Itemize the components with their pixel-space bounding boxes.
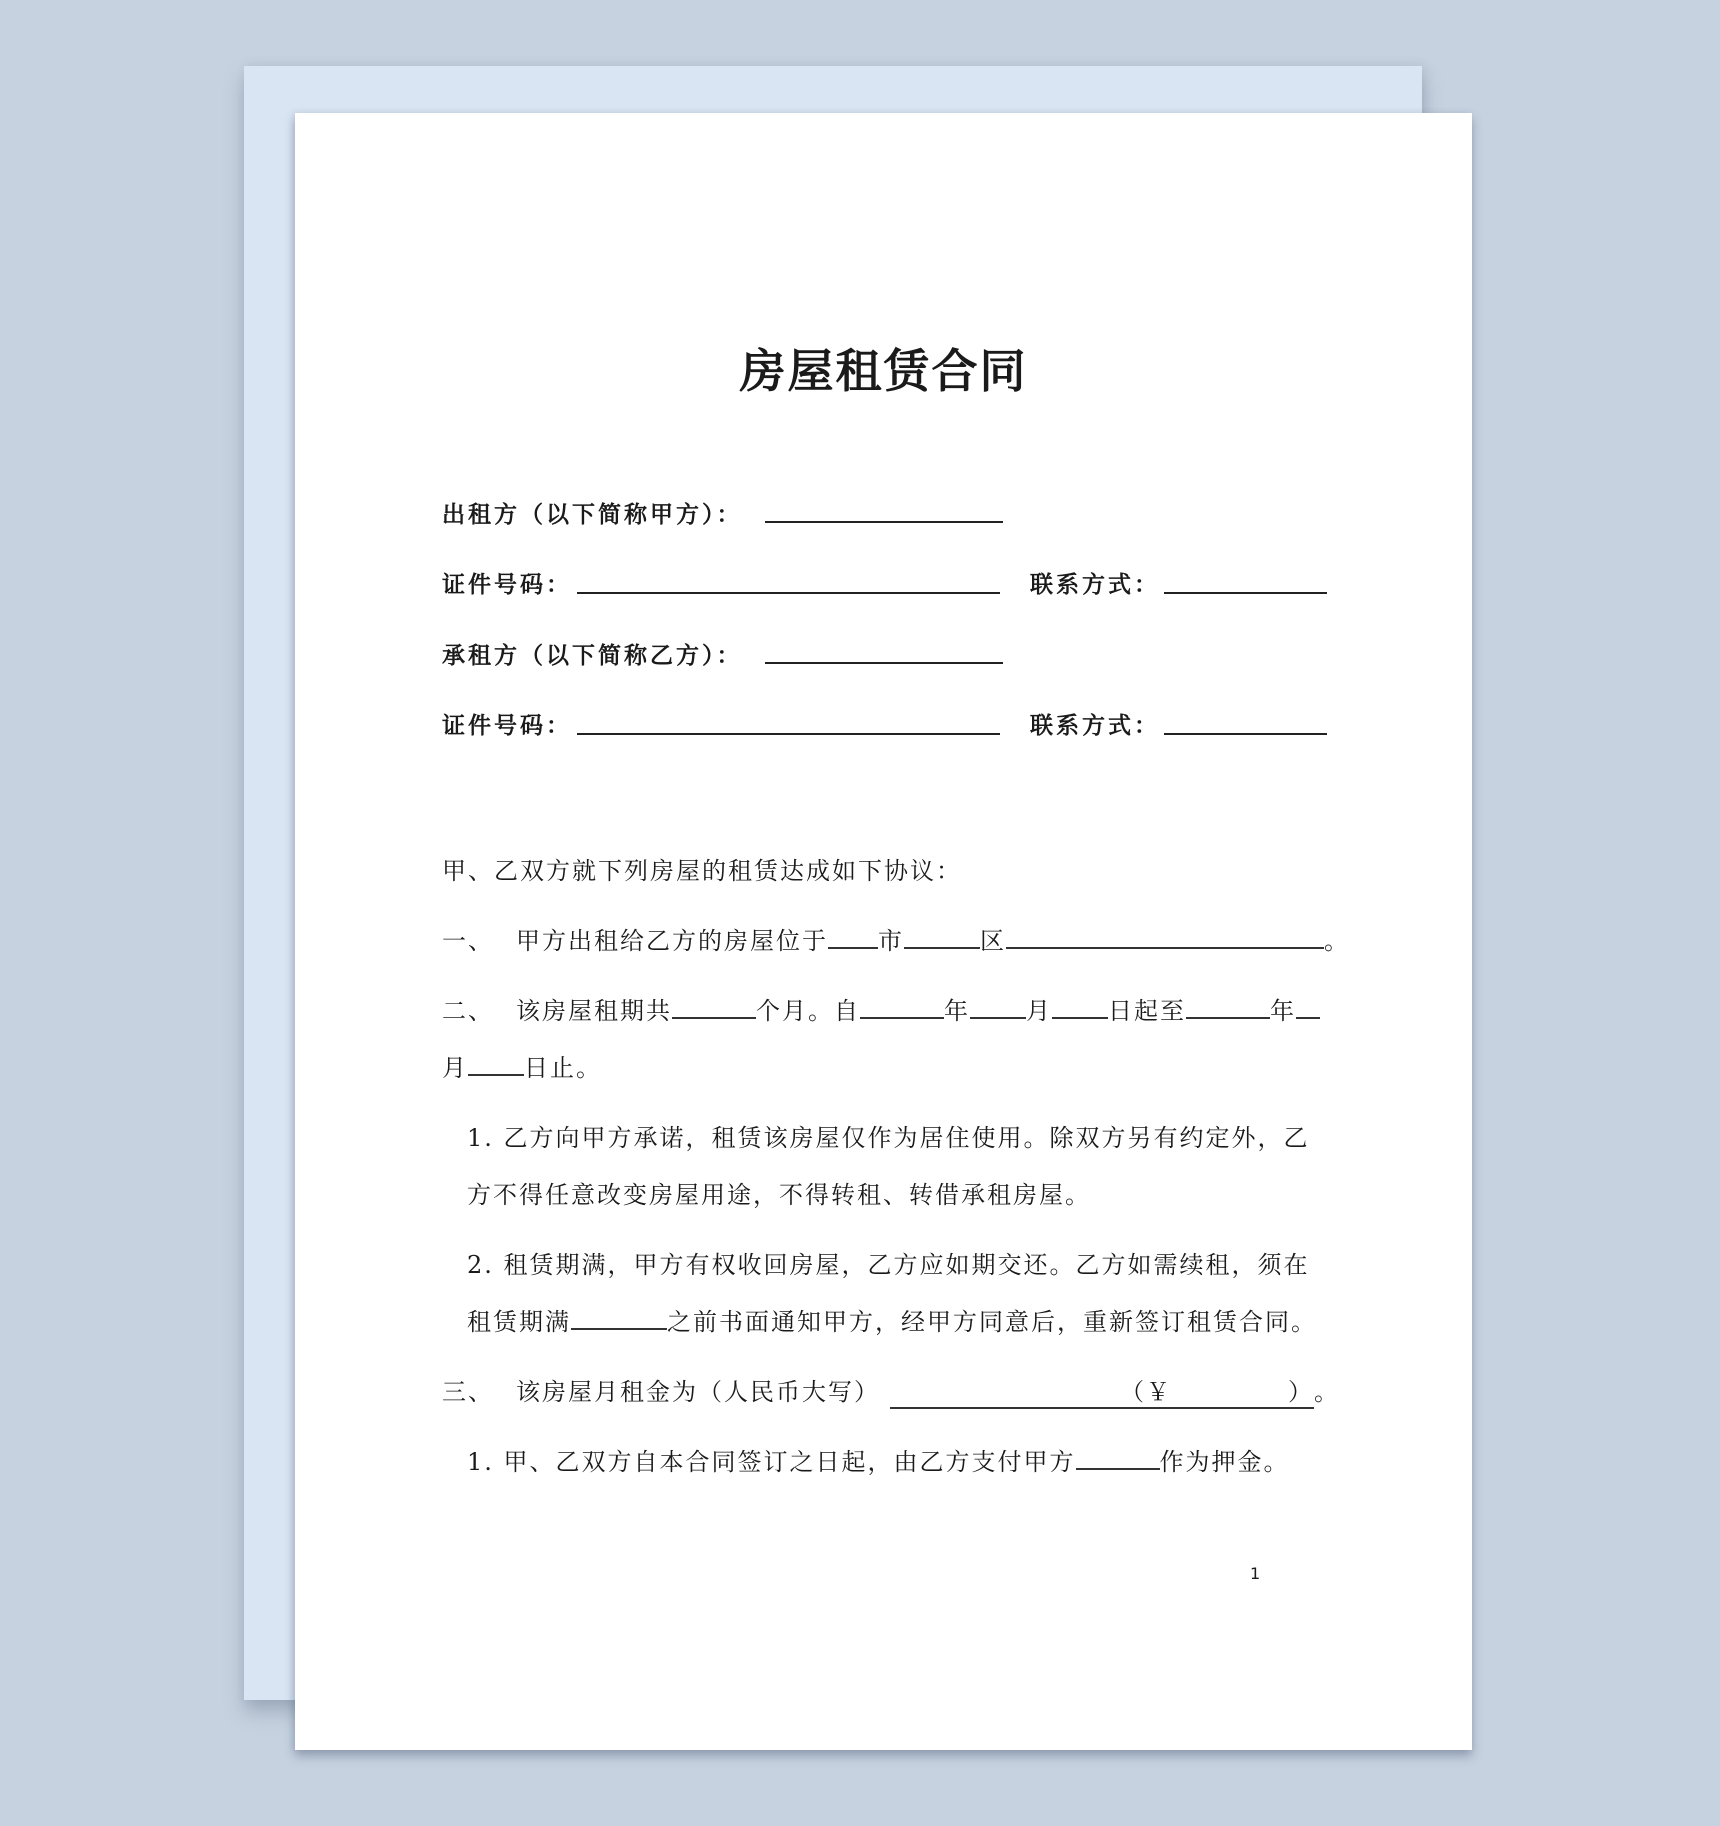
end-month-blank-start[interactable]	[1296, 995, 1320, 1019]
clause-1-prefix: 一、	[442, 927, 494, 955]
renewal-text-a: 租赁期满	[467, 1308, 571, 1336]
lessee-id-label: 证件号码：	[442, 713, 572, 739]
deposit-text-b: 作为押金。	[1159, 1448, 1290, 1476]
renewal-text-b: 之前书面通知甲方，经甲方同意后，重新签订租赁合同。	[667, 1308, 1317, 1336]
start-month-blank[interactable]	[970, 995, 1026, 1019]
clause-2-sub-2-line-2	[467, 1302, 1317, 1337]
day-until-label: 日起至	[1108, 997, 1186, 1025]
district-label: 区	[980, 927, 1006, 955]
deposit-blank[interactable]	[1076, 1446, 1160, 1470]
clause-1	[442, 921, 1350, 956]
clause-3-end: 。	[1314, 1378, 1340, 1406]
clause-3-sub-1	[467, 1442, 1290, 1477]
clause-3-prefix: 三、	[442, 1378, 494, 1406]
clause-1-end: 。	[1324, 927, 1350, 955]
document-title: 房屋租赁合同	[739, 344, 1028, 398]
lessor-label: 出租方（以下简称甲方）：	[442, 502, 743, 528]
lessor-id-label: 证件号码：	[442, 572, 572, 598]
lessor-name-field[interactable]	[765, 521, 1003, 523]
lessee-id-field[interactable]	[577, 733, 1000, 735]
address-blank[interactable]	[1006, 925, 1324, 949]
end-year-label: 年	[1270, 997, 1296, 1025]
yen-close: ）	[1288, 1378, 1314, 1406]
end-month-label: 月	[442, 1054, 468, 1082]
clause-2-sub-2-line-1: 2. 租赁期满，甲方有权收回房屋，乙方应如期交还。乙方如需续租，须在	[467, 1251, 1310, 1279]
clause-3-text: 该房屋月租金为（人民币大写）	[516, 1378, 880, 1406]
page-number: 1	[1250, 1564, 1261, 1583]
lessee-contact-label: 联系方式：	[1030, 713, 1160, 739]
clause-1-text: 甲方出租给乙方的房屋位于	[516, 927, 828, 955]
end-year-blank[interactable]	[1186, 995, 1270, 1019]
year-label: 年	[944, 997, 970, 1025]
clause-2-sub-1-line-2: 方不得任意改变房屋用途，不得转租、转借承租房屋。	[467, 1181, 1091, 1209]
clause-2	[442, 991, 1320, 1026]
end-day-blank[interactable]	[468, 1052, 524, 1076]
deposit-text-a: 1. 甲、乙双方自本合同签订之日起，由乙方支付甲方	[467, 1448, 1076, 1476]
lessor-id-field[interactable]	[577, 592, 1000, 594]
clause-2-line-2	[442, 1048, 602, 1083]
clause-2-text: 该房屋租期共	[516, 997, 672, 1025]
city-label: 市	[878, 927, 904, 955]
month-label: 月	[1026, 997, 1052, 1025]
start-year-blank[interactable]	[860, 995, 944, 1019]
clause-2-sub-1-line-1: 1. 乙方向甲方承诺，租赁该房屋仅作为居住使用。除双方另有约定外，乙	[467, 1124, 1310, 1152]
term-months-blank[interactable]	[672, 995, 756, 1019]
city-blank[interactable]	[828, 925, 878, 949]
rent-amount-field[interactable]	[890, 1372, 1314, 1409]
intro-paragraph: 甲、乙双方就下列房屋的租赁达成如下协议：	[442, 857, 962, 885]
lessee-label: 承租方（以下简称乙方）：	[442, 643, 743, 669]
lessor-contact-label: 联系方式：	[1030, 572, 1160, 598]
clause-3	[442, 1372, 1340, 1409]
clause-2-text-b: 个月。自	[756, 997, 860, 1025]
renewal-notice-blank[interactable]	[571, 1306, 667, 1330]
lessor-contact-field[interactable]	[1164, 592, 1327, 594]
lessee-name-field[interactable]	[765, 662, 1003, 664]
district-blank[interactable]	[904, 925, 980, 949]
lessee-contact-field[interactable]	[1164, 733, 1327, 735]
clause-2-prefix: 二、	[442, 997, 494, 1025]
end-day-label: 日止。	[524, 1054, 602, 1082]
start-day-blank[interactable]	[1052, 995, 1108, 1019]
document-page	[295, 113, 1472, 1750]
yen-open: （￥	[1120, 1378, 1172, 1406]
